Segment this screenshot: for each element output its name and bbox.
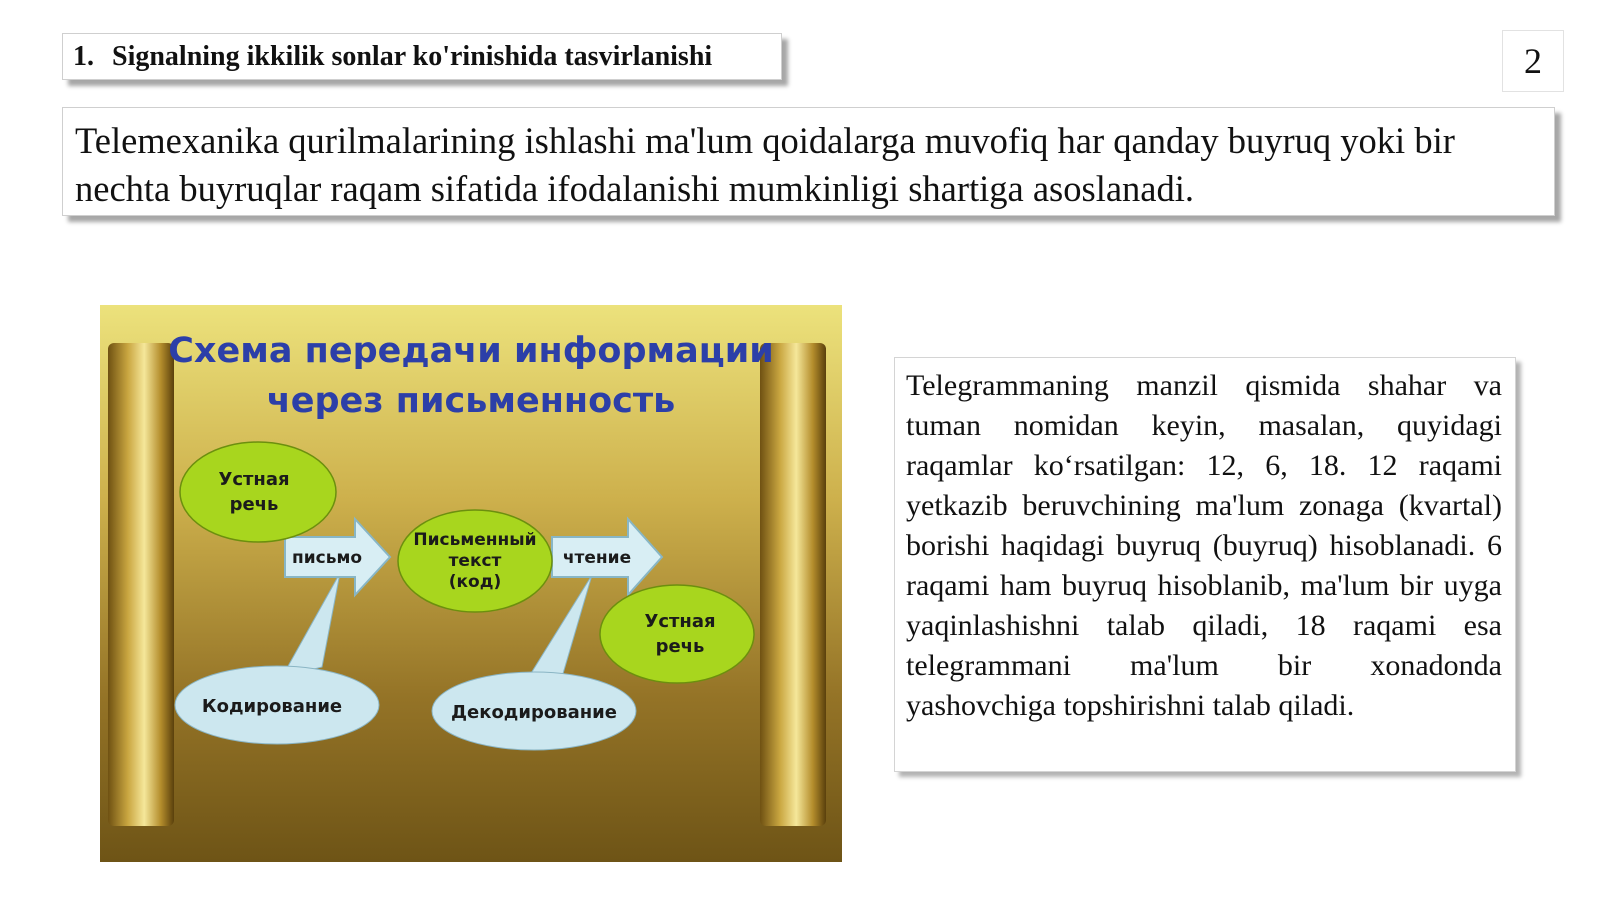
arrow-right-label: чтение <box>562 548 632 568</box>
written-text-line3: (код) <box>448 572 502 592</box>
section-title-text: Signalning ikkilik sonlar ko'rinishida tasvirlanishi <box>112 40 713 72</box>
section-title <box>62 33 782 80</box>
written-text-line1: Письменный <box>413 530 537 550</box>
figure-title-line2: через письменность <box>266 381 676 421</box>
oral-speech-right-ellipse <box>600 585 754 683</box>
section-number: 1. <box>73 40 94 72</box>
oral-speech-left-line2: речь <box>229 494 279 515</box>
oral-speech-right-line2: речь <box>655 636 705 657</box>
decoding-label: Декодирование <box>450 702 618 723</box>
telegram-example-paragraph: Telegrammaning manzil qismida shahar va tuman nomidan keyin, masalan, quyidagi raqamlar ko‘rsatilgan: 12, 6, 18. 12 raqami yetkazib beruvchining ma'lum zonaga (kvartal) borishi haqidagi buyruq (buyruq) hisoblanadi. 6 raqami ham buyruq hisoblanib, ma'lum bir uyga yaqinlashishni talab qiladi, 18 raqami esa telegrammani ma'lum bir xonadonda yashovchiga topshirishni talab qiladi. <box>894 357 1516 772</box>
scroll-right-roll <box>760 343 826 826</box>
oral-speech-left-ellipse <box>180 442 336 542</box>
figure-title-line1: Схема передачи информации <box>168 331 774 371</box>
arrow-left-label: письмо <box>291 548 363 568</box>
encoding-label: Кодирование <box>201 696 343 717</box>
oral-speech-left-line1: Устная <box>218 469 290 490</box>
scroll-left-roll <box>108 343 174 826</box>
oral-speech-right-line1: Устная <box>644 611 716 632</box>
information-transfer-scheme-image <box>100 305 842 862</box>
intro-paragraph: Telemexanika qurilmalarining ishlashi ma'lum qoidalarga muvofiq har qanday buyruq yoki bir nechta buyruqlar raqam sifatida ifodalanishi mumkinligi shartiga asoslanadi. <box>62 107 1555 216</box>
page-number: 2 <box>1502 30 1564 92</box>
written-text-line2: текст <box>448 551 502 571</box>
